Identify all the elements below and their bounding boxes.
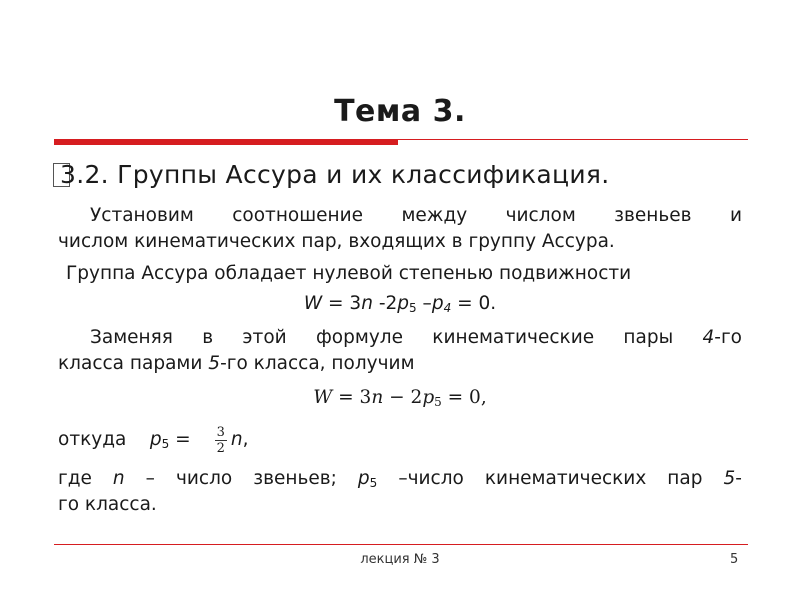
section-heading: 3.2. Группы Ассура и их классификация. — [60, 160, 610, 189]
footer-divider — [54, 544, 748, 545]
paragraph-3-line-2: класса парами 5-го класса, получим — [58, 353, 415, 374]
title-underline-thick — [54, 139, 398, 145]
paragraph-2: Группа Ассура обладает нулевой степенью подвижности — [66, 263, 632, 284]
paragraph-4-line-1: где n – число звеньев; $p_5$ –число кинематических пар 5- — [58, 468, 742, 490]
whence-line: откуда $p_5$ = $\frac{3}{2}$ n, — [58, 424, 249, 456]
paragraph-1-line-2: числом кинематических пар, входящих в группу Ассура. — [58, 231, 615, 252]
paragraph-3-line-1: Заменяя в этой формуле кинематические пары 4-го — [90, 327, 742, 348]
page-number: 5 — [730, 552, 739, 567]
title-underline-thin — [398, 139, 748, 140]
fraction-three-halves: $\frac{3}{2}$ — [216, 424, 225, 456]
footer-label: лекция № 3 — [360, 552, 440, 567]
paragraph-4-line-2: го класса. — [58, 494, 157, 515]
formula-1: W = 3n $-2p_5$ $-p_4 = 0$. — [303, 293, 497, 315]
formula-2: $W = 3n - 2p_5 = 0$, — [313, 387, 487, 409]
slide-title: Тема 3. — [334, 94, 466, 129]
paragraph-1-line-1: Установим соотношение между числом звеньев и — [90, 205, 742, 226]
